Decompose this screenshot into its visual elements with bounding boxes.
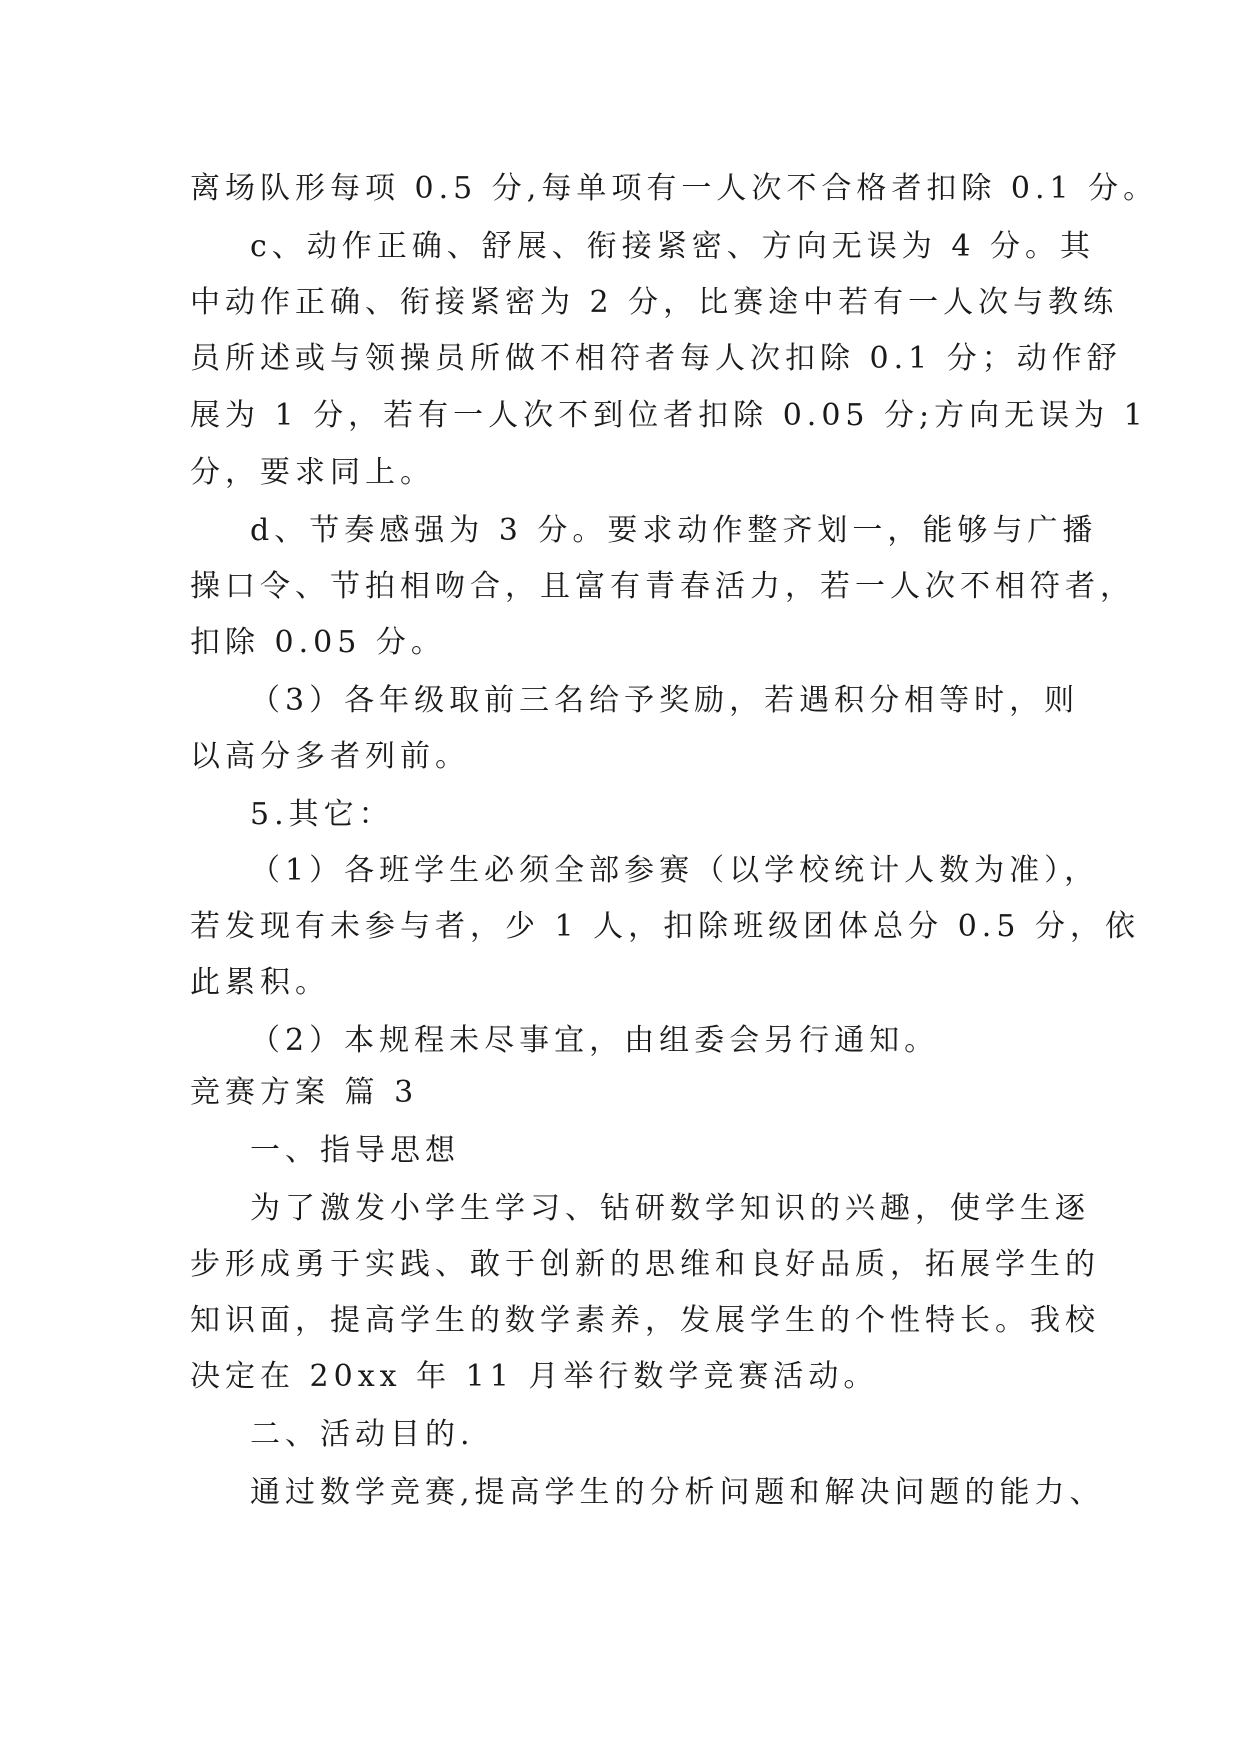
section-heading: 二、活动目的.: [250, 1417, 475, 1452]
text-line: 离场队形每项 0.5 分,每单项有一人次不合格者扣除 0.1 分。: [190, 171, 1159, 206]
document-heading: 竞赛方案 篇 3: [190, 1075, 419, 1110]
text-line: 此累积。: [190, 965, 330, 1000]
text-line: 知识面，提高学生的数学素养，发展学生的个性特长。我校: [190, 1303, 1100, 1338]
text-line: 若发现有未参与者，少 1 人，扣除班级团体总分 0.5 分，依: [190, 909, 1140, 944]
text-line: （2）本规程未尽事宜，由组委会另行通知。: [250, 1023, 940, 1058]
text-line: 以高分多者列前。: [190, 739, 470, 774]
text-line: 决定在 20xx 年 11 月举行数学竞赛活动。: [190, 1359, 879, 1394]
text-line: 中动作正确、衔接紧密为 2 分，比赛途中若有一人次与教练: [190, 285, 1119, 320]
text-line: d、节奏感强为 3 分。要求动作整齐划一，能够与广播: [250, 513, 1098, 548]
text-line: c、动作正确、舒展、衔接紧密、方向无误为 4 分。其: [250, 229, 1095, 264]
text-line: 为了激发小学生学习、钻研数学知识的兴趣，使学生逐: [250, 1191, 1090, 1226]
text-line: 操口令、节拍相吻合，且富有青春活力，若一人次不相符者，: [190, 569, 1135, 604]
section-heading: 5.其它：: [250, 797, 394, 832]
text-line: 步形成勇于实践、敢于创新的思维和良好品质，拓展学生的: [190, 1247, 1100, 1282]
text-line: （1）各班学生必须全部参赛（以学校统计人数为准），: [250, 853, 1100, 888]
text-line: 分，要求同上。: [190, 455, 435, 490]
text-line: （3）各年级取前三名给予奖励，若遇积分相等时，则: [250, 683, 1080, 718]
text-line: 扣除 0.05 分。: [190, 625, 446, 660]
text-line: 展为 1 分，若有一人次不到位者扣除 0.05 分;方向无误为 1: [190, 398, 1148, 433]
text-line: 员所述或与领操员所做不相符者每人次扣除 0.1 分；动作舒: [190, 341, 1122, 376]
section-heading: 一、指导思想: [250, 1133, 460, 1168]
text-line: 通过数学竞赛,提高学生的分析问题和解决问题的能力、: [250, 1475, 1105, 1510]
